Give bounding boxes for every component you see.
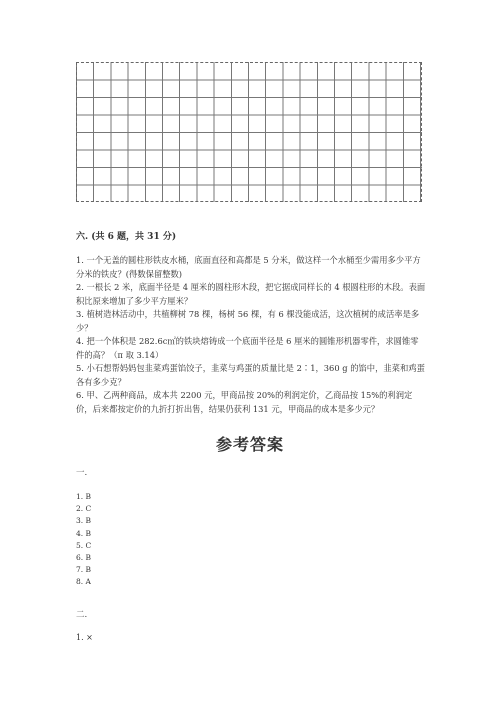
problem-item: 4. 把一个体积是 282.6c㎡的铁块熔铸成一个底面半径是 6 厘米的圆锥形机器零件，求圆锥零件的高？（π 取 3.14） (76, 336, 419, 360)
answers-title: 参考答案 (215, 435, 284, 454)
answer-item: 2. C (76, 504, 92, 514)
problem-item: 3. 植树造林活动中，共植柳树 78 棵，杨树 56 棵，有 6 棵没能成活，这次植树的成活率是多少？ (76, 309, 420, 333)
problem-item: 5. 小石想帮妈妈包韭菜鸡蛋馅饺子，韭菜与鸡蛋的质量比是 2∶1，360 g 的馅中，韭菜和鸡蛋各有多少克？ (76, 363, 425, 387)
answer-item: 4. B (76, 528, 92, 538)
answer-list (76, 491, 91, 589)
section-heading: 六. (共 6 题，共 31 分) (76, 232, 177, 242)
problem-item: 1. 一个无盖的圆柱形铁皮水桶，底面直径和高都是 5 分米，做这样一个水桶至少需用多少平方分米的铁皮？(得数保留整数) (76, 255, 421, 279)
drawing-grid (76, 62, 422, 202)
answer-item: 1. × (76, 633, 93, 642)
problem-item: 2. 一根长 2 米，底面半径是 4 厘米的圆柱形木段，把它据成同样长的 4 根圆柱形的木段。表面积比原来增加了多少平方厘米？ (76, 282, 426, 306)
problem-item: 6. 甲、乙两种商品，成本共 2200 元，甲商品按 20%的利润定价，乙商品按 15%的利润定价，后来都按定价的九折打折出售，结果仍获利 131 元，甲商品的成本是多少元？ (76, 390, 413, 414)
answer-part-label: 二. (76, 610, 88, 620)
answer-item: 5. C (76, 540, 92, 550)
answer-item: 8. A (76, 577, 91, 587)
answer-item: 1. B (76, 492, 92, 501)
problem-list (76, 254, 426, 416)
answer-part-label: 一. (76, 468, 88, 478)
answer-item: 6. B (76, 553, 92, 563)
answer-item: 3. B (76, 516, 92, 526)
answer-item: 7. B (76, 565, 92, 575)
